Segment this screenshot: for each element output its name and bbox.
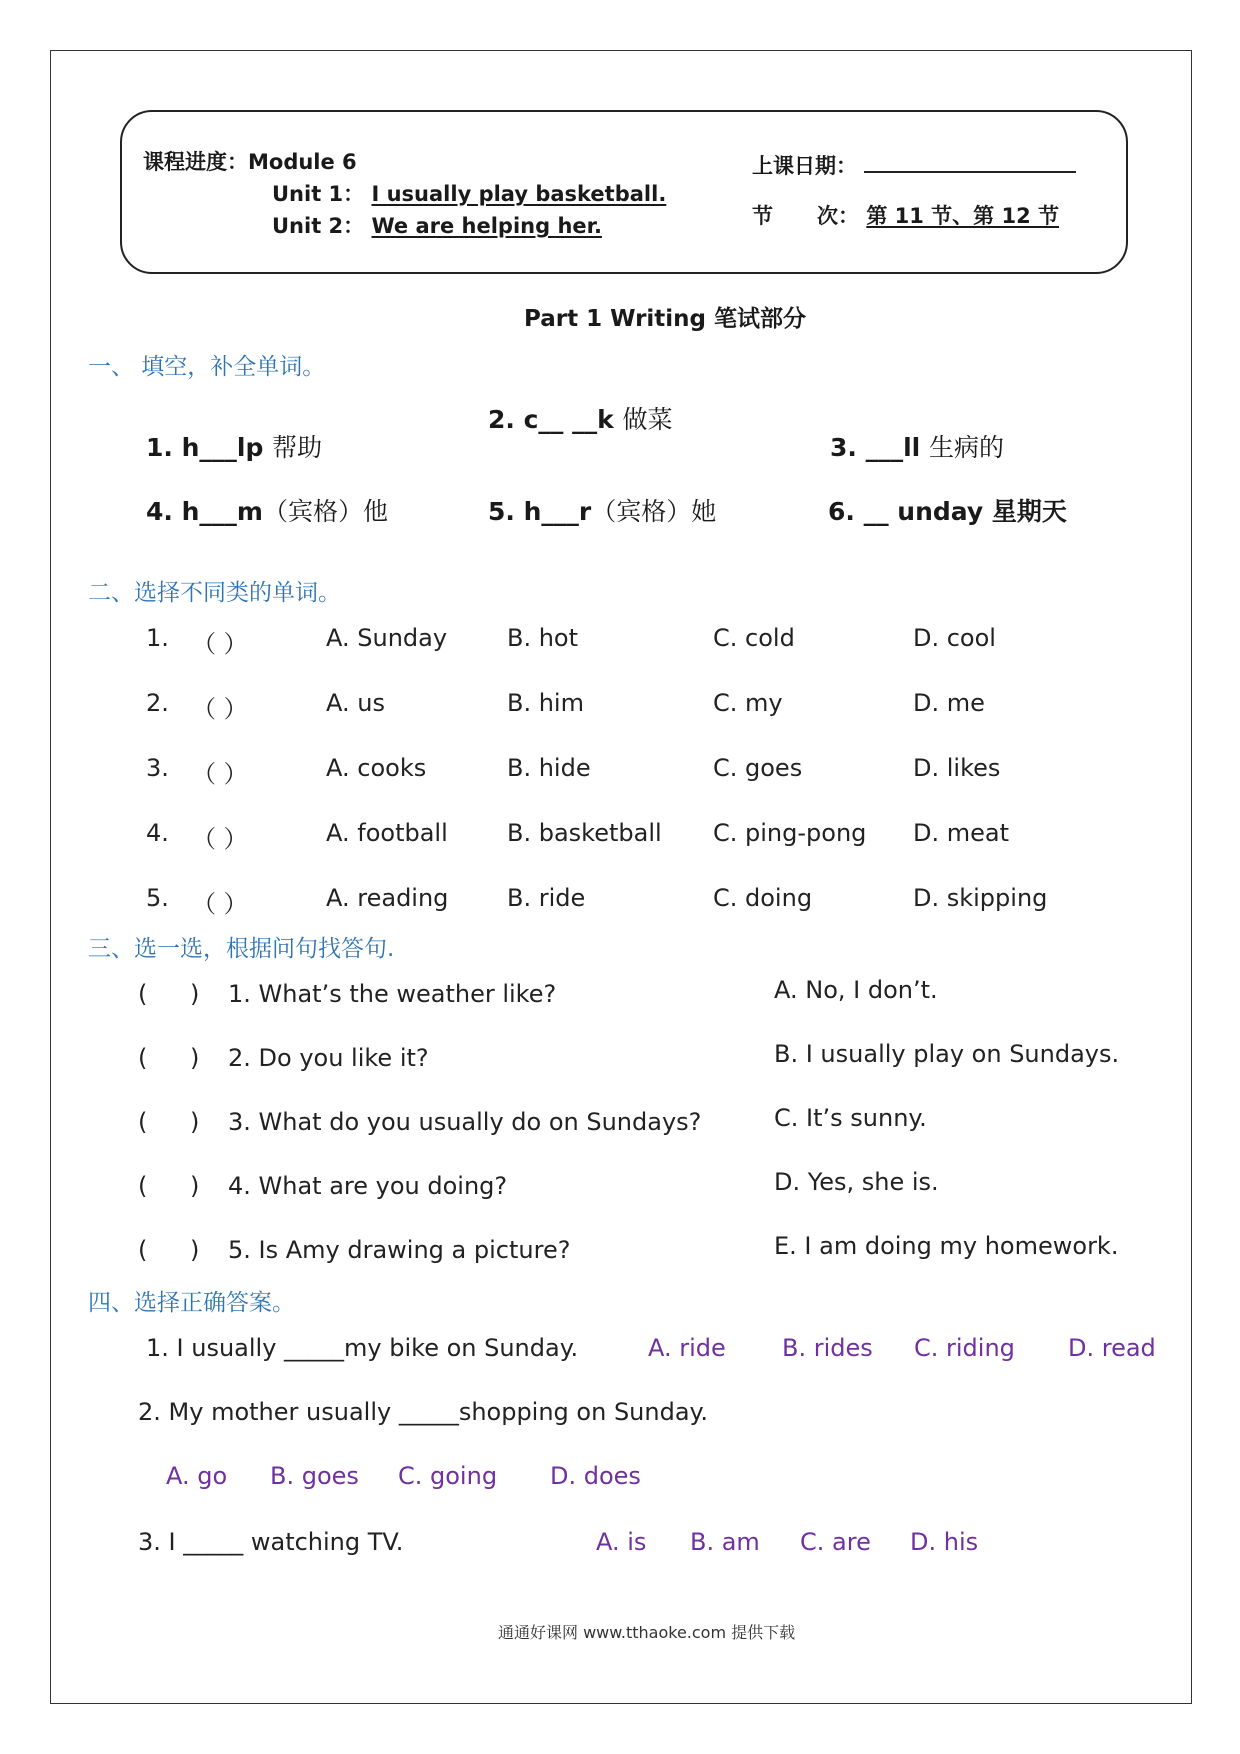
- part-title: Part 1 Writing 笔试部分: [524, 306, 807, 332]
- section1-title: 一、 填空，补全单词。: [88, 354, 326, 380]
- option-c: C. ping-pong: [713, 819, 867, 847]
- option-b: B. hot: [507, 624, 579, 652]
- paren-close: ): [190, 980, 200, 1008]
- paren-close: ): [190, 1108, 200, 1136]
- list-item-num: 4.: [146, 819, 169, 847]
- mc-option: D. his: [910, 1528, 979, 1556]
- paren-open: (: [138, 1236, 148, 1264]
- answer-text: A. No, I don’t.: [774, 976, 938, 1004]
- mc-option: B. rides: [782, 1334, 873, 1362]
- paren-close: ): [190, 1044, 200, 1072]
- list-item-num: 5.: [146, 884, 169, 912]
- option-a: A. us: [326, 689, 385, 717]
- mc-option: B. goes: [270, 1462, 359, 1490]
- unit2-title: We are helping her.: [371, 214, 602, 238]
- answer-text: C. It’s sunny.: [774, 1104, 927, 1132]
- session-field: 节 次： 第 11 节、第 12 节: [752, 204, 1060, 228]
- module-name: Module 6: [248, 150, 357, 174]
- fill-item-3: 3. ___ll 生病的: [830, 433, 1004, 462]
- question-text: 5. Is Amy drawing a picture?: [228, 1236, 571, 1264]
- paren-open: (: [138, 980, 148, 1008]
- question-text: 4. What are you doing?: [228, 1172, 508, 1200]
- unit2-line: Unit 2： We are helping her.: [272, 214, 602, 238]
- mc-question-3: 3. I _____ watching TV.: [138, 1528, 404, 1556]
- mc-option: C. going: [398, 1462, 498, 1490]
- section2-title: 二、选择不同类的单词。: [88, 580, 341, 606]
- fill-item-6: 6. __ unday 星期天: [828, 497, 1067, 526]
- paren-close: ): [190, 1236, 200, 1264]
- date-blank: [864, 170, 1076, 173]
- mc-option: A. go: [166, 1462, 228, 1490]
- footer-source: 通通好课网 www.tthaoke.com 提供下载: [498, 1623, 796, 1642]
- answer-text: B. I usually play on Sundays.: [774, 1040, 1120, 1068]
- option-b: B. ride: [507, 884, 586, 912]
- paren-close: ): [190, 1172, 200, 1200]
- option-d: D. cool: [913, 624, 996, 652]
- date-label: 上课日期：: [752, 154, 857, 178]
- answer-paren: （ ）: [192, 630, 248, 658]
- mc-option: A. ride: [648, 1334, 726, 1362]
- list-item-num: 3.: [146, 754, 169, 782]
- answer-text: D. Yes, she is.: [774, 1168, 939, 1196]
- fill-item-5: 5. h___r（宾格）她: [488, 497, 717, 526]
- question-text: 2. Do you like it?: [228, 1044, 429, 1072]
- answer-text: E. I am doing my homework.: [774, 1232, 1119, 1260]
- option-d: D. me: [913, 689, 985, 717]
- mc-question-1: 1. I usually _____my bike on Sunday.: [146, 1334, 579, 1362]
- question-text: 1. What’s the weather like?: [228, 980, 557, 1008]
- option-b: B. hide: [507, 754, 591, 782]
- mc-option: D. read: [1068, 1334, 1156, 1362]
- option-a: A. Sunday: [326, 624, 448, 652]
- answer-paren: （ ）: [192, 890, 248, 918]
- date-field: [752, 150, 1076, 180]
- option-b: B. him: [507, 689, 584, 717]
- page-border: [50, 50, 1192, 1704]
- mc-option: C. are: [800, 1528, 871, 1556]
- section3-title: 三、选一选，根据问句找答句.: [88, 936, 395, 962]
- unit1-title: I usually play basketball.: [371, 182, 667, 206]
- option-c: C. doing: [713, 884, 813, 912]
- mc-question-2: 2. My mother usually _____shopping on Sunday.: [138, 1398, 708, 1426]
- option-d: D. likes: [913, 754, 1001, 782]
- mc-option: C. riding: [914, 1334, 1015, 1362]
- progress-label: 课程进度：Module 6: [143, 150, 357, 174]
- question-text: 3. What do you usually do on Sundays?: [228, 1108, 702, 1136]
- option-a: A. football: [326, 819, 448, 847]
- option-a: A. cooks: [326, 754, 427, 782]
- fill-item-4: 4. h___m（宾格）他: [146, 497, 388, 526]
- option-d: D. skipping: [913, 884, 1048, 912]
- unit1-line: Unit 1： I usually play basketball.: [272, 182, 667, 206]
- option-a: A. reading: [326, 884, 449, 912]
- mc-option: B. am: [690, 1528, 760, 1556]
- option-b: B. basketball: [507, 819, 662, 847]
- paren-open: (: [138, 1172, 148, 1200]
- paren-open: (: [138, 1108, 148, 1136]
- list-item-num: 2.: [146, 689, 169, 717]
- mc-option: A. is: [596, 1528, 647, 1556]
- option-d: D. meat: [913, 819, 1009, 847]
- fill-item-1: 1. h___lp 帮助: [146, 433, 323, 462]
- session-value: 第 11 节、第 12 节: [866, 204, 1060, 228]
- mc-option: D. does: [550, 1462, 641, 1490]
- option-c: C. goes: [713, 754, 803, 782]
- section4-title: 四、选择正确答案。: [88, 1290, 295, 1316]
- answer-paren: （ ）: [192, 825, 248, 853]
- fill-item-2: 2. c__ __k 做菜: [488, 405, 673, 434]
- option-c: C. cold: [713, 624, 795, 652]
- paren-open: (: [138, 1044, 148, 1072]
- answer-paren: （ ）: [192, 695, 248, 723]
- list-item-num: 1.: [146, 624, 169, 652]
- option-c: C. my: [713, 689, 783, 717]
- answer-paren: （ ）: [192, 760, 248, 788]
